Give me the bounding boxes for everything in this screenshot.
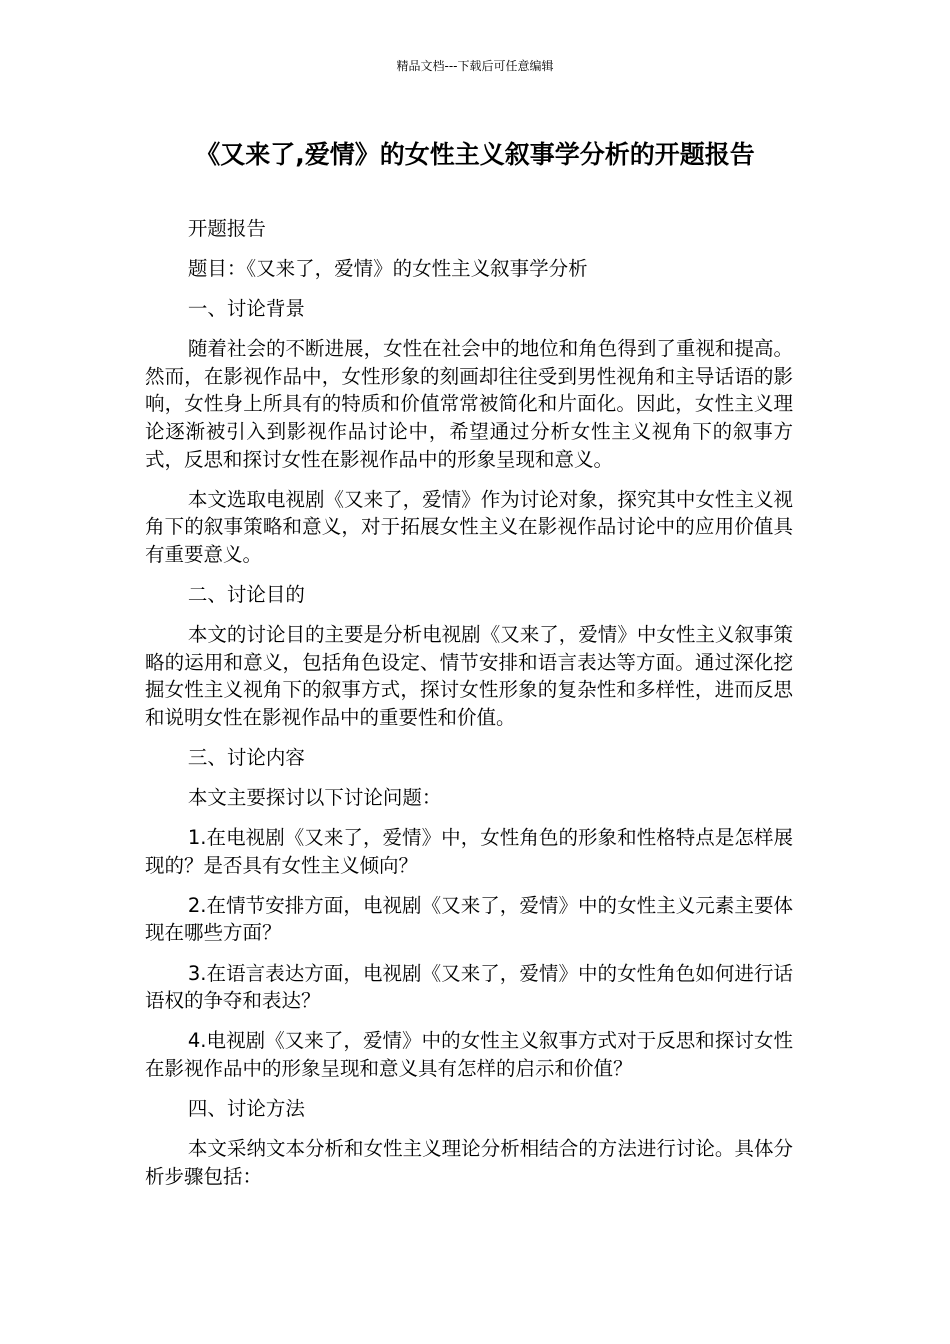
question-1: 1.在电视剧《又来了，爱情》中，女性角色的形象和性格特点是怎样展现的？是否具有女性主义倾向？ xyxy=(145,826,793,877)
paragraph-method: 本文采纳文本分析和女性主义理论分析相结合的方法进行讨论。具体分析步骤包括： xyxy=(145,1137,793,1188)
content-intro: 本文主要探讨以下讨论问题： xyxy=(187,786,442,810)
header-note: 精品文档---下载后可任意编辑 xyxy=(396,59,554,73)
question-3: 3.在语言表达方面，电视剧《又来了，爱情》中的女性角色如何进行话语权的争夺和表达？ xyxy=(145,961,793,1013)
section-label-report: 开题报告 xyxy=(187,217,266,240)
section-heading-background: 一、讨论背景 xyxy=(187,297,305,321)
question-4: 4.电视剧《又来了，爱情》中的女性主义叙事方式对于反思和探讨女性在影视作品中的形象呈现和意义具有怎样的启示和价值？ xyxy=(145,1029,793,1080)
paragraph-background-1: 随着社会的不断进展，女性在社会中的地位和角色得到了重视和提高。然而，在影视作品中，女性形象的刻画却往往受到男性视角和主导话语的影响，女性身上所具有的特质和价值常常被简化和片面化。因此，女性主义理论逐渐被引入到影视作品讨论中，希望通过分析女性主义视角下的叙事方式，反思和探讨女性在影视作品中的形象呈现和意义。 xyxy=(145,337,793,471)
question-2: 2.在情节安排方面，电视剧《又来了，爱情》中的女性主义元素主要体现在哪些方面？ xyxy=(145,893,793,945)
section-heading-content: 三、讨论内容 xyxy=(187,746,305,769)
document-title: 《又来了,爱情》的女性主义叙事学分析的开题报告 xyxy=(195,140,755,169)
topic-line: 题目：《又来了，爱情》的女性主义叙事学分析 xyxy=(187,257,588,281)
section-heading-method: 四、讨论方法 xyxy=(187,1096,305,1120)
paragraph-purpose: 本文的讨论目的主要是分析电视剧《又来了，爱情》中女性主义叙事策略的运用和意义，包括角色设定、情节安排和语言表达等方面。通过深化挖掘女性主义视角下的叙事方式，探讨女性形象的复杂性和多样性，进而反思和说明女性在影视作品中的重要性和价值。 xyxy=(145,623,793,729)
document-body xyxy=(145,215,793,1203)
paragraph-background-2: 本文选取电视剧《又来了，爱情》作为讨论对象，探究其中女性主义视角下的叙事策略和意义，对于拓展女性主义在影视作品讨论中的应用价值具有重要意义。 xyxy=(145,487,793,566)
section-heading-purpose: 二、讨论目的 xyxy=(187,583,305,607)
